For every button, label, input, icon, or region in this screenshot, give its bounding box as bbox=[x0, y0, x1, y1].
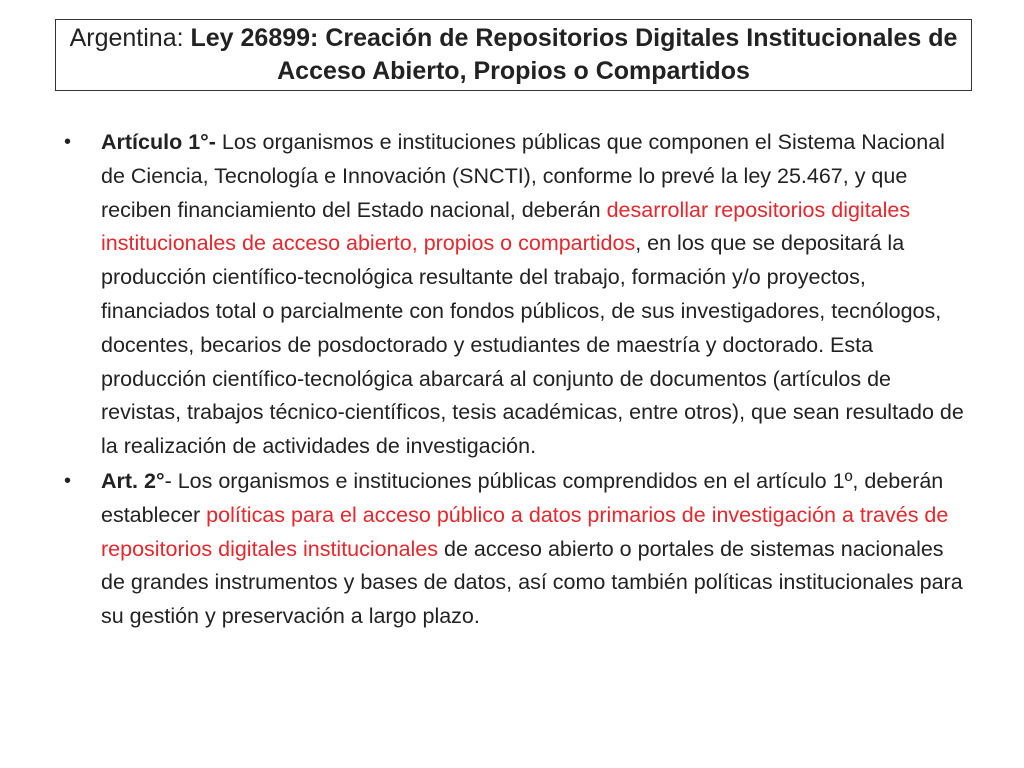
article-1-text-before: Los organismos e instituciones públicas que componen el Sistema Nacional de Ciencia, Tecnología e Innovación (SNCTI), conforme lo prevé la ley 25.467, y que reciben financiamiento del Estado nacional, deberán bbox=[101, 130, 945, 222]
bullet-list bbox=[64, 126, 964, 635]
article-1-lead: Artículo 1°- bbox=[101, 130, 216, 154]
article-2-highlight: políticas para el acceso público a datos primarios de investigación a través de repositorios digitales institucionales bbox=[101, 502, 949, 561]
article-1-highlight: desarrollar repositorios digitales institucionales de acceso abierto, propios o compartidos bbox=[101, 197, 911, 256]
bullet-article-1 bbox=[64, 126, 964, 464]
bullet-article-2 bbox=[64, 465, 964, 634]
article-2-text-after: de acceso abierto o portales de sistemas nacionales de grandes instrumentos y bases de datos, así como también políticas institucionales para su gestión y preservación a largo plazo. bbox=[101, 536, 963, 629]
bullet-dot-icon: • bbox=[64, 469, 72, 492]
article-2-text-before: - Los organismos e instituciones públicas comprendidos en el artículo 1º, deberán establecer bbox=[101, 468, 944, 527]
title-prefix: Argentina: bbox=[69, 24, 191, 52]
bullet-dot-icon: • bbox=[64, 131, 72, 153]
title-bold: Ley 26899: Creación de Repositorios Digitales Institucionales de Acceso Abierto, Propios o Compartidos bbox=[190, 24, 958, 85]
article-1-text-after: , en los que se depositará la producción científico-tecnológica resultante del trabajo, formación y/o proyectos, financiados total o parcialmente con fondos públicos, de sus investigadores, tecnólogos, docentes, becarios de posdoctorado y estudiantes de maestría y doctorado. Esta producción científico-tecnológica abarcará al conjunto de documentos (artículos de revistas, trabajos técnico-científicos, tesis académicas, entre otros), que sean resultado de la realización de actividades de investigación. bbox=[101, 231, 964, 459]
slide-title bbox=[55, 19, 972, 91]
article-2-lead: Art. 2° bbox=[101, 468, 165, 493]
